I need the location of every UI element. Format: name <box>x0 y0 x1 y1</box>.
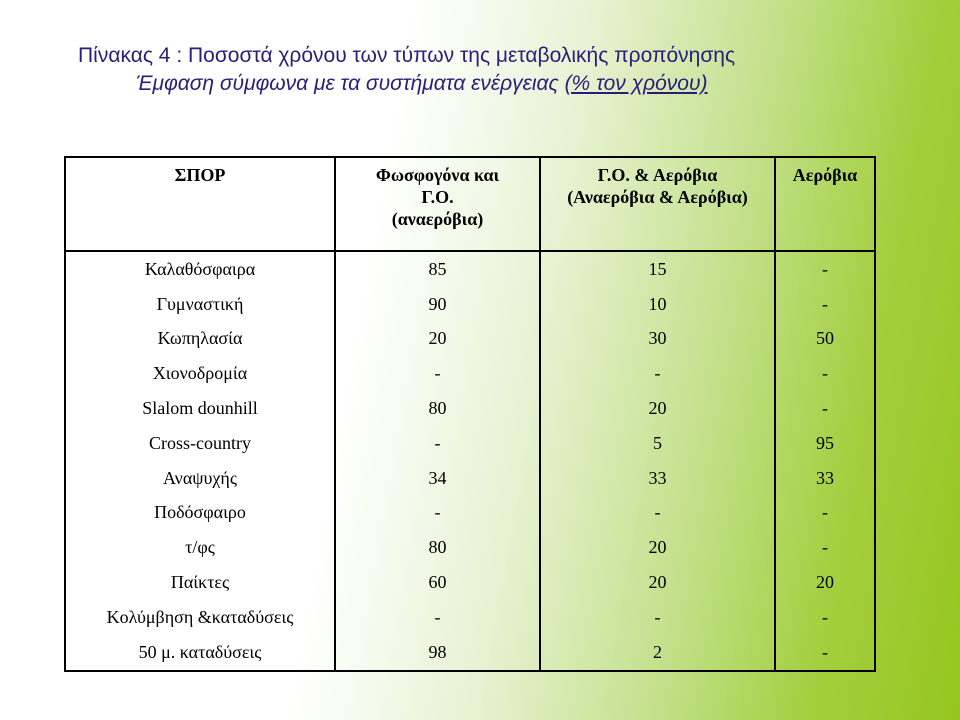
cell-aerobic: - <box>775 496 875 531</box>
cell-mixed: 33 <box>540 461 775 496</box>
cell-mixed: 20 <box>540 391 775 426</box>
cell-phosphagen: 98 <box>335 635 540 671</box>
table-row <box>65 635 875 671</box>
cell-phosphagen: 90 <box>335 287 540 322</box>
cell-sport: Κολύμβηση &καταδύσεις <box>65 600 335 635</box>
cell-phosphagen: 80 <box>335 530 540 565</box>
cell-aerobic: 50 <box>775 322 875 357</box>
energy-systems-table <box>64 156 876 672</box>
header-phosphagen <box>335 157 540 251</box>
cell-aerobic: - <box>775 530 875 565</box>
cell-mixed: 5 <box>540 426 775 461</box>
cell-mixed: 20 <box>540 530 775 565</box>
table-header-row <box>65 157 875 251</box>
table-row <box>65 287 875 322</box>
cell-sport: Ποδόσφαιρο <box>65 496 335 531</box>
slide-title <box>78 42 938 98</box>
cell-sport: Χιονοδρομία <box>65 356 335 391</box>
table-row <box>65 530 875 565</box>
cell-mixed: 15 <box>540 251 775 287</box>
title-line-1: Πίνακας 4 : Ποσοστά χρόνου των τύπων της μεταβολικής προπόνησης <box>78 44 736 67</box>
table-row <box>65 322 875 357</box>
cell-aerobic: - <box>775 356 875 391</box>
cell-aerobic: - <box>775 287 875 322</box>
cell-phosphagen: - <box>335 356 540 391</box>
cell-aerobic: 95 <box>775 426 875 461</box>
cell-phosphagen: - <box>335 600 540 635</box>
cell-phosphagen: - <box>335 426 540 461</box>
cell-mixed: - <box>540 600 775 635</box>
table-row <box>65 496 875 531</box>
cell-phosphagen: 85 <box>335 251 540 287</box>
table-row <box>65 391 875 426</box>
cell-mixed: 2 <box>540 635 775 671</box>
header-phosphagen-line-3: (αναερόβια) <box>391 209 484 229</box>
header-aerobic: Αερόβια <box>775 157 875 251</box>
header-mixed-line-2: (Αναερόβια & Αερόβια) <box>567 187 748 207</box>
cell-phosphagen: 34 <box>335 461 540 496</box>
header-sport: ΣΠΟΡ <box>65 157 335 251</box>
table-row <box>65 565 875 600</box>
cell-sport: Cross-country <box>65 426 335 461</box>
cell-sport: Slalom dounhill <box>65 391 335 426</box>
header-mixed-line-1: Γ.Ο. & Αερόβια <box>597 165 718 185</box>
table-row <box>65 461 875 496</box>
header-phosphagen-line-1: Φωσφογόνα και <box>375 165 500 185</box>
cell-phosphagen: 20 <box>335 322 540 357</box>
cell-sport: Καλαθόσφαιρα <box>65 251 335 287</box>
cell-mixed: 20 <box>540 565 775 600</box>
table-row <box>65 600 875 635</box>
cell-sport: Κωπηλασία <box>65 322 335 357</box>
cell-sport: τ/φς <box>65 530 335 565</box>
cell-mixed: - <box>540 496 775 531</box>
cell-mixed: 30 <box>540 322 775 357</box>
cell-phosphagen: 60 <box>335 565 540 600</box>
cell-aerobic: 20 <box>775 565 875 600</box>
title-line-2 <box>136 70 938 98</box>
cell-aerobic: - <box>775 251 875 287</box>
cell-sport: Γυμναστική <box>65 287 335 322</box>
cell-mixed: 10 <box>540 287 775 322</box>
cell-phosphagen: - <box>335 496 540 531</box>
cell-aerobic: - <box>775 600 875 635</box>
table-row <box>65 356 875 391</box>
table-row <box>65 426 875 461</box>
cell-aerobic: - <box>775 635 875 671</box>
title-line-2-main: Έμφαση σύμφωνα με τα συστήματα ενέργειας <box>136 72 565 95</box>
cell-mixed: - <box>540 356 775 391</box>
cell-phosphagen: 80 <box>335 391 540 426</box>
header-mixed <box>540 157 775 251</box>
cell-aerobic: - <box>775 391 875 426</box>
header-phosphagen-line-2: Γ.Ο. <box>421 187 454 207</box>
cell-sport: Αναψυχής <box>65 461 335 496</box>
cell-sport: 50 μ. καταδύσεις <box>65 635 335 671</box>
title-line-2-underlined: (% τον χρόνου) <box>564 72 708 95</box>
cell-sport: Παίκτες <box>65 565 335 600</box>
table-row <box>65 251 875 287</box>
cell-aerobic: 33 <box>775 461 875 496</box>
